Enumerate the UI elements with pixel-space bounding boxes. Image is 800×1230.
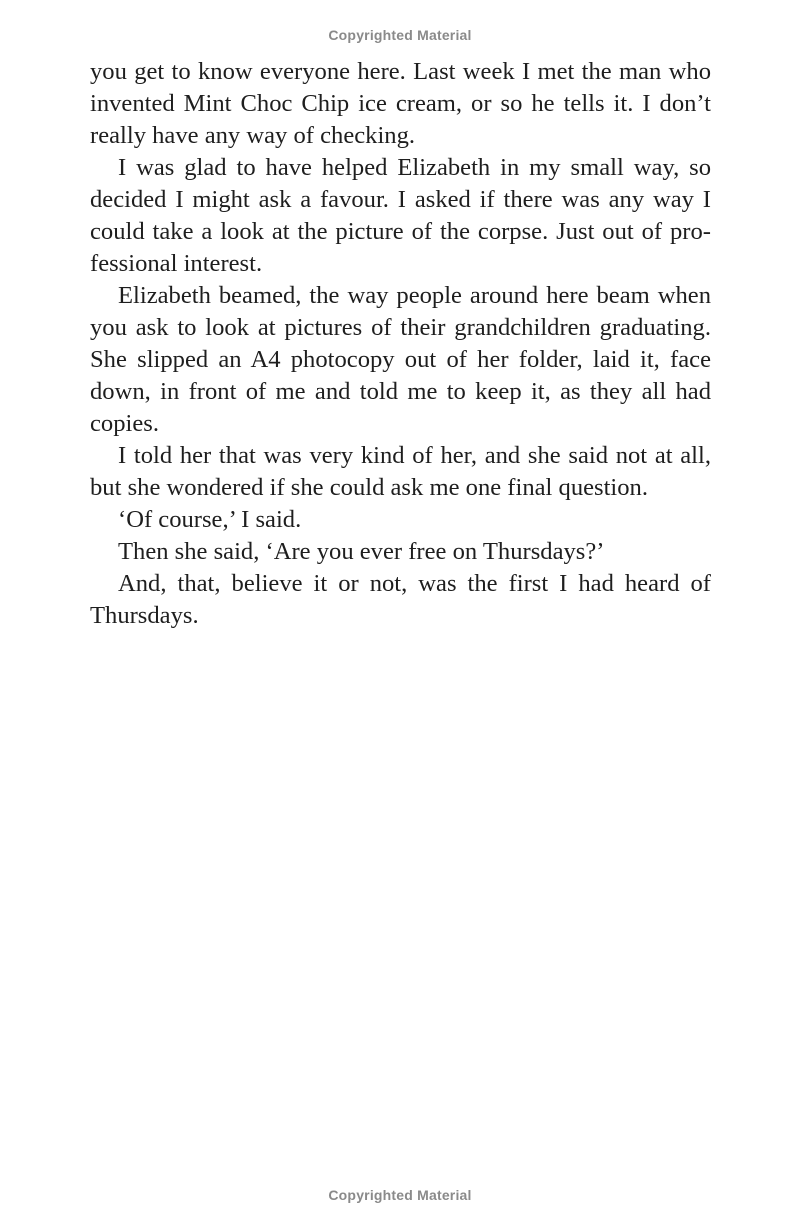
page-body [90,56,711,632]
copyright-watermark-top: Copyrighted Material [328,27,472,43]
paragraph-4: I told her that was very kind of her, and she said not at all, but she wondered if she could ask me one final question. [90,442,711,501]
paragraph-6: Then she said, ‘Are you ever free on Thursdays?’ [118,538,605,565]
paragraph-1: you get to know everyone here. Last week I met the man who invented Mint Choc Chip ice cream, or so he tells it. I don’t really have any way of checking. [90,58,711,149]
paragraph-2: I was glad to have helped Elizabeth in my small way, so decided I might ask a favour. I asked if there was any way I could take a look at the picture of the corpse. Just out of professional interest. [90,154,711,277]
copyright-watermark-bottom: Copyrighted Material [328,1187,472,1203]
paragraph-7: And, that, believe it or not, was the first I had heard of Thursdays. [90,570,711,629]
paragraph-3: Elizabeth beamed, the way people around here beam when you ask to look at pictures of their grandchildren graduating. She slipped an A4 photocopy out of her folder, laid it, face down, in front of me and told me to keep it, as they all had copies. [90,282,711,437]
paragraph-5: ‘Of course,’ I said. [118,506,302,533]
